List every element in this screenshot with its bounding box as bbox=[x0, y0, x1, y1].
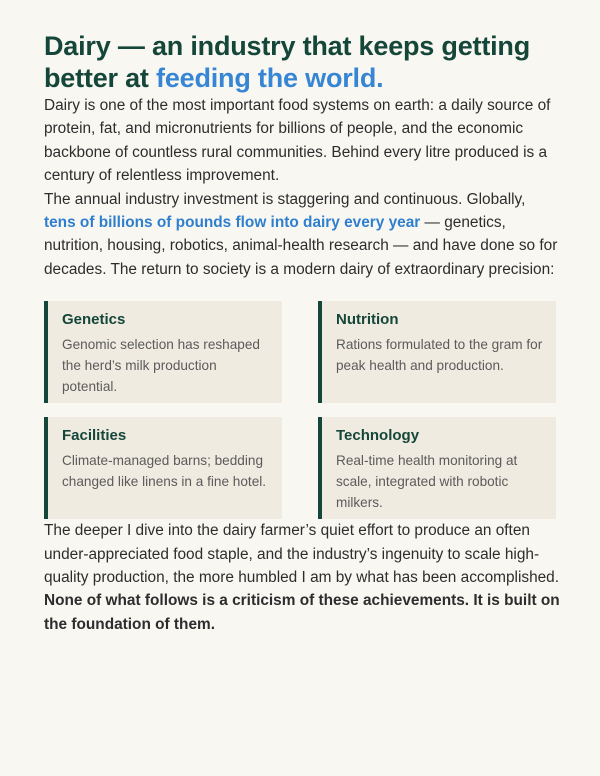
intro-paragraph: Dairy is one of the most important food systems on earth: a daily source of protein, fat, and micronutrients for billions of people, and the economic backbone of countless rural communities. Behind every litre produced is a century of relentless improvement. bbox=[44, 97, 551, 185]
investment-text-before: The annual industry investment is staggering and continuous. Globally, bbox=[44, 190, 526, 208]
card-title: Nutrition bbox=[336, 311, 399, 329]
card-title: Technology bbox=[336, 427, 420, 445]
title-accent: feeding the world. bbox=[156, 63, 384, 93]
closing-statement: None of what follows is a criticism of these achievements. It is built on the foundation of them. bbox=[44, 592, 560, 633]
card-text: Real-time health monitoring at scale, integrated with robotic milkers. bbox=[336, 453, 518, 510]
card-text: Genomic selection has reshaped the herd’s milk production potential. bbox=[62, 337, 260, 394]
card-genetics bbox=[44, 301, 282, 403]
investment-paragraph bbox=[44, 188, 560, 282]
card-title: Facilities bbox=[62, 427, 127, 445]
investment-text-after: — genetics, nutrition, housing, robotics, animal-health research — and have done so for decades. The return to society is a modern dairy of extraordinary precision: bbox=[44, 214, 558, 278]
card-title: Genetics bbox=[62, 311, 126, 329]
card-text: Climate-managed barns; bedding changed like linens in a fine hotel. bbox=[62, 453, 267, 490]
card-facilities bbox=[44, 417, 282, 519]
investment-highlight-link[interactable]: tens of billions of pounds flow into dairy every year bbox=[44, 214, 421, 232]
card-text: Rations formulated to the gram for peak health and production. bbox=[336, 337, 543, 374]
card-nutrition bbox=[318, 301, 556, 403]
reflection-paragraph: The deeper I dive into the dairy farmer’s quiet effort to produce an often under-appreciated food staple, and the industry’s ingenuity to scale high-quality production, the more humbled I am by what has been accomplished. bbox=[44, 522, 560, 587]
achievement-cards bbox=[44, 301, 560, 519]
page-title bbox=[44, 30, 560, 94]
title-main: Dairy — an industry that keeps getting better at bbox=[44, 31, 530, 93]
document-page bbox=[44, 30, 560, 636]
card-technology bbox=[318, 417, 556, 519]
